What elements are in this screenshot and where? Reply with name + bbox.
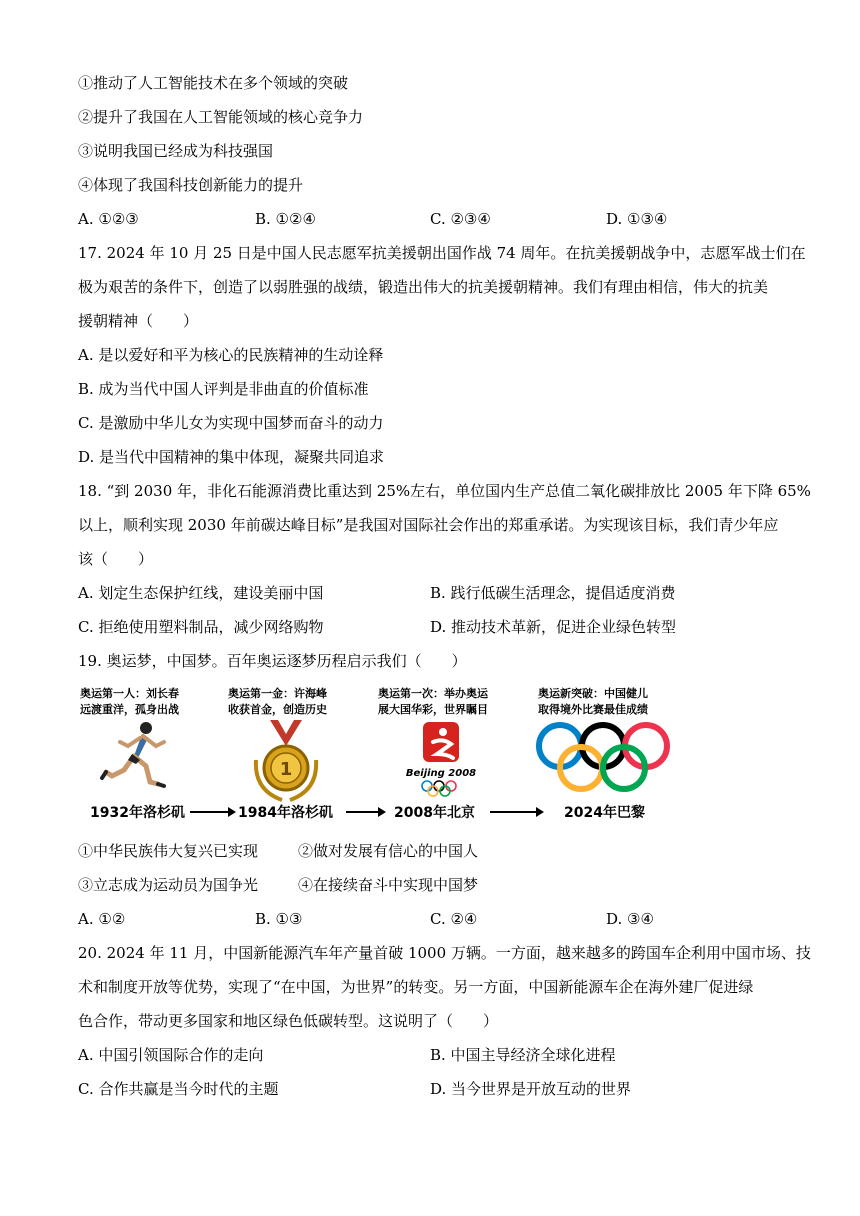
q18-stem	[78, 481, 811, 583]
q17-option-d: D. 是当代中国精神的集中体现，凝聚共同追求	[78, 448, 385, 466]
q17-option-a: A. 是以爱好和平为核心的民族精神的生动诠释	[78, 346, 384, 364]
timeline-year-2: 1984年洛杉矶	[238, 805, 333, 821]
q19-option-a: A. ①②	[78, 910, 126, 928]
q19-statement-2: ②做对发展有信心的中国人	[298, 842, 479, 860]
q18-option-b: B. 践行低碳生活理念，提倡适度消费	[430, 584, 676, 602]
q17-option-b: B. 成为当代中国人评判是非曲直的价值标准	[78, 380, 369, 398]
timeline-caption-2: 奥运第一金：许海峰 收获首金，创造历史	[228, 687, 327, 716]
medal-number: 1	[279, 759, 293, 780]
olympic-timeline-figure	[78, 680, 718, 828]
q17-stem-line: 援朝精神（ ）	[78, 312, 199, 330]
q18-option-c: C. 拒绝使用塑料制品，减少网络购物	[78, 618, 324, 636]
beijing-2008-emblem-icon	[403, 720, 479, 802]
q19-option-c: C. ②④	[430, 910, 478, 928]
q17-stem-line: 极为艰苦的条件下，创造了以弱胜强的战绩，锻造出伟大的抗美援朝精神。我们有理由相信，伟大的抗美	[78, 278, 769, 296]
timeline-arrow	[346, 811, 384, 813]
gold-medal-icon	[246, 720, 326, 804]
q20-stem	[78, 943, 811, 1045]
q20-stem-line: 色合作，带动更多国家和地区绿色低碳转型。这说明了（ ）	[78, 1012, 499, 1030]
q16-statement-2: ②提升了我国在人工智能领域的核心竞争力	[78, 108, 364, 126]
q20-option-b: B. 中国主导经济全球化进程	[430, 1046, 616, 1064]
q18-stem-line: 该（ ）	[78, 550, 154, 568]
q17-stem	[78, 243, 806, 345]
timeline-caption-3: 奥运第一次：举办奥运 展大国华彩，世界瞩目	[378, 687, 488, 716]
q17-stem-line: 17. 2024 年 10 月 25 日是中国人民志愿军抗美援朝出国作战 74 周年。在抗美援朝战争中，志愿军战士们在	[78, 244, 806, 262]
olympic-rings-icon	[534, 720, 672, 796]
q19-statement-4: ④在接续奋斗中实现中国梦	[298, 876, 479, 894]
q20-option-d: D. 当今世界是开放互动的世界	[430, 1080, 632, 1098]
timeline-caption-4: 奥运新突破：中国健儿 取得境外比赛最佳成绩	[538, 687, 648, 716]
timeline-year-1: 1932年洛杉矶	[90, 805, 185, 821]
q19-stem: 19. 奥运梦，中国梦。百年奥运逐梦历程启示我们（ ）	[78, 652, 467, 670]
q16-statement-4: ④体现了我国科技创新能力的提升	[78, 176, 304, 194]
q16-option-b: B. ①②④	[255, 210, 316, 228]
runner-icon	[98, 720, 178, 802]
timeline-arrow	[490, 811, 542, 813]
q16-statement-1: ①推动了人工智能技术在多个领域的突破	[78, 74, 349, 92]
q19-option-d: D. ③④	[606, 910, 654, 928]
q18-option-d: D. 推动技术革新，促进企业绿色转型	[430, 618, 677, 636]
q16-option-c: C. ②③④	[430, 210, 491, 228]
q20-stem-line: 术和制度开放等优势，实现了“在中国，为世界”的转变。另一方面，中国新能源车企在海外建厂促进绿	[78, 978, 754, 996]
q16-option-a: A. ①②③	[78, 210, 139, 228]
q20-stem-line: 20. 2024 年 11 月，中国新能源汽车年产量首破 1000 万辆。一方面，越来越多的跨国车企利用中国市场、技	[78, 944, 811, 962]
q19-option-b: B. ①③	[255, 910, 303, 928]
q20-option-a: A. 中国引领国际合作的走向	[78, 1046, 264, 1064]
q17-option-c: C. 是激励中华儿女为实现中国梦而奋斗的动力	[78, 414, 384, 432]
q20-option-c: C. 合作共赢是当今时代的主题	[78, 1080, 279, 1098]
q16-option-d: D. ①③④	[606, 210, 668, 228]
timeline-arrow	[190, 811, 234, 813]
timeline-caption-1: 奥运第一人：刘长春 远渡重洋，孤身出战	[80, 687, 179, 716]
q19-statement-1: ①中华民族伟大复兴已实现	[78, 842, 259, 860]
timeline-year-3: 2008年北京	[394, 805, 475, 821]
timeline-year-4: 2024年巴黎	[564, 805, 645, 821]
q18-option-a: A. 划定生态保护红线，建设美丽中国	[78, 584, 324, 602]
q16-statement-3: ③说明我国已经成为科技强国	[78, 142, 274, 160]
q18-stem-line: 以上，顺利实现 2030 年前碳达峰目标”是我国对国际社会作出的郑重承诺。为实现该目标，我们青少年应	[78, 516, 779, 534]
beijing-logo-text: Beijing 2008	[405, 768, 477, 779]
q18-stem-line: 18. “到 2030 年，非化石能源消费比重达到 25%左右，单位国内生产总值二氧化碳排放比 2005 年下降 65%	[78, 482, 811, 500]
q19-statement-3: ③立志成为运动员为国争光	[78, 876, 259, 894]
